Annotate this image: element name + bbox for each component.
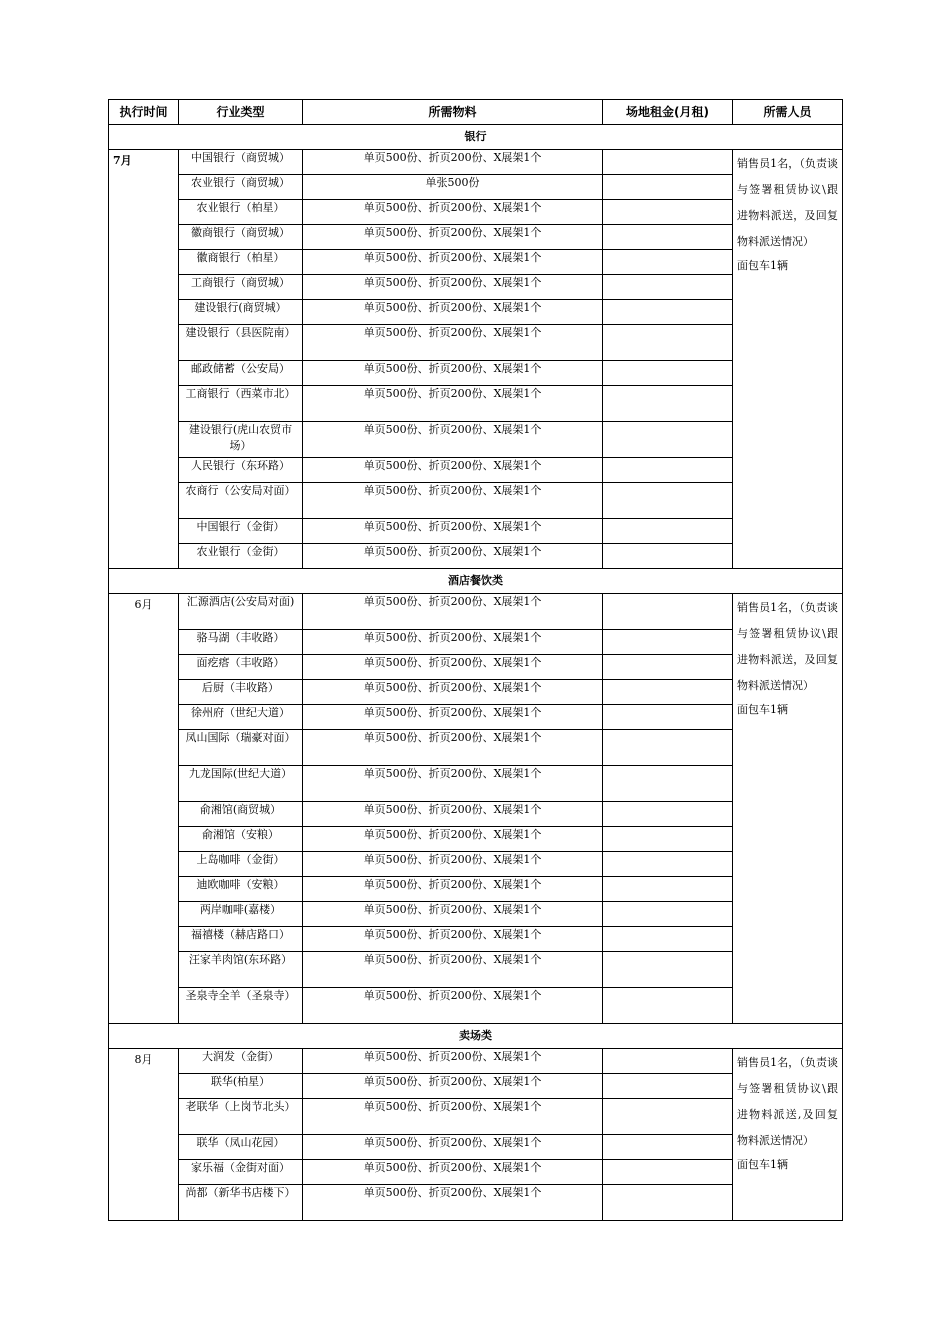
industry-cell: 邮政储蓄（公安局） <box>179 361 303 386</box>
industry-cell: 建设银行（县医院南） <box>179 325 303 361</box>
header-staff: 所需人员 <box>733 100 843 125</box>
material-cell: 单页500份、折页200份、X展架1个 <box>303 902 603 927</box>
table-row <box>109 250 843 275</box>
table-row <box>109 852 843 877</box>
industry-cell: 工商银行（西菜市北） <box>179 386 303 422</box>
rent-cell <box>603 483 733 519</box>
material-cell: 单页500份、折页200份、X展架1个 <box>303 952 603 988</box>
section-header-row <box>109 125 843 150</box>
industry-cell: 农业银行（柏星） <box>179 200 303 225</box>
staff-cell <box>733 594 843 1024</box>
rent-cell <box>603 1099 733 1135</box>
industry-cell: 尚都（新华书店楼下） <box>179 1185 303 1221</box>
table-row <box>109 877 843 902</box>
material-cell: 单页500份、折页200份、X展架1个 <box>303 1135 603 1160</box>
material-cell: 单页500份、折页200份、X展架1个 <box>303 630 603 655</box>
table-row <box>109 827 843 852</box>
material-cell: 单页500份、折页200份、X展架1个 <box>303 827 603 852</box>
table-row <box>109 544 843 569</box>
industry-cell: 老联华（上岗节北头） <box>179 1099 303 1135</box>
rent-cell <box>603 680 733 705</box>
table-row <box>109 705 843 730</box>
material-cell: 单页500份、折页200份、X展架1个 <box>303 458 603 483</box>
industry-cell: 工商银行（商贸城） <box>179 275 303 300</box>
table-row <box>109 802 843 827</box>
staff-cell <box>733 150 843 569</box>
industry-cell: 骆马湖（丰收路） <box>179 630 303 655</box>
industry-cell: 凤山国际（瑞豪对面） <box>179 730 303 766</box>
execution-time: 8月 <box>109 1049 179 1221</box>
industry-cell: 两岸咖啡(嘉楼） <box>179 902 303 927</box>
table-row <box>109 325 843 361</box>
table-row <box>109 300 843 325</box>
table-row <box>109 458 843 483</box>
industry-cell: 建设银行(虎山农贸市场） <box>179 422 303 458</box>
industry-cell: 联华(柏星） <box>179 1074 303 1099</box>
table-row <box>109 519 843 544</box>
table-row <box>109 988 843 1024</box>
industry-cell: 徽商银行（柏星） <box>179 250 303 275</box>
vehicle-text: 面包车1辆 <box>737 259 788 272</box>
rent-cell <box>603 1160 733 1185</box>
rent-cell <box>603 766 733 802</box>
rent-cell <box>603 1185 733 1221</box>
rent-cell <box>603 361 733 386</box>
rent-cell <box>603 1074 733 1099</box>
material-cell: 单页500份、折页200份、X展架1个 <box>303 802 603 827</box>
rent-cell <box>603 927 733 952</box>
rent-cell <box>603 250 733 275</box>
material-cell: 单页500份、折页200份、X展架1个 <box>303 1099 603 1135</box>
material-cell: 单页500份、折页200份、X展架1个 <box>303 544 603 569</box>
section-title: 银行 <box>109 125 843 150</box>
rent-cell <box>603 458 733 483</box>
industry-cell: 家乐福（金街对面） <box>179 1160 303 1185</box>
rent-cell <box>603 730 733 766</box>
rent-cell <box>603 827 733 852</box>
material-cell: 单页500份、折页200份、X展架1个 <box>303 766 603 802</box>
execution-time: 7月 <box>109 150 179 569</box>
industry-cell: 徽商银行（商贸城） <box>179 225 303 250</box>
industry-cell: 徐州府（世纪大道） <box>179 705 303 730</box>
rent-cell <box>603 852 733 877</box>
table-row <box>109 766 843 802</box>
table-row <box>109 1135 843 1160</box>
rent-cell <box>603 300 733 325</box>
rent-cell <box>603 705 733 730</box>
plan-body <box>109 125 843 1221</box>
industry-cell: 农商行（公安局对面） <box>179 483 303 519</box>
rent-cell <box>603 519 733 544</box>
industry-cell: 面疙瘩（丰收路） <box>179 655 303 680</box>
industry-cell: 汇源酒店(公安局对面) <box>179 594 303 630</box>
rent-cell <box>603 200 733 225</box>
rent-cell <box>603 275 733 300</box>
section-header-row <box>109 569 843 594</box>
table-row <box>109 361 843 386</box>
header-industry: 行业类型 <box>179 100 303 125</box>
staff-text: 销售员1名，（负责谈与签署租赁协议\跟进物料派送，及回复物料派送情况） <box>737 157 838 248</box>
industry-cell: 上岛咖啡（金街） <box>179 852 303 877</box>
table-row <box>109 1099 843 1135</box>
table-row <box>109 680 843 705</box>
rent-cell <box>603 175 733 200</box>
table-row <box>109 422 843 458</box>
rent-cell <box>603 386 733 422</box>
material-cell: 单页500份、折页200份、X展架1个 <box>303 1160 603 1185</box>
table-row <box>109 386 843 422</box>
section-header-row <box>109 1024 843 1049</box>
industry-cell: 圣泉寺全羊（圣泉寺） <box>179 988 303 1024</box>
industry-cell: 迪欧咖啡（安粮） <box>179 877 303 902</box>
rent-cell <box>603 902 733 927</box>
table-row <box>109 594 843 630</box>
industry-cell: 后厨（丰收路） <box>179 680 303 705</box>
industry-cell: 农业银行（商贸城） <box>179 175 303 200</box>
material-cell: 单页500份、折页200份、X展架1个 <box>303 325 603 361</box>
material-cell: 单页500份、折页200份、X展架1个 <box>303 275 603 300</box>
material-cell: 单页500份、折页200份、X展架1个 <box>303 519 603 544</box>
table-row <box>109 730 843 766</box>
material-cell: 单页500份、折页200份、X展架1个 <box>303 1185 603 1221</box>
staff-text: 销售员1名，（负责谈与签署租赁协议\跟进物料派送,及回复物料派送情况） <box>737 1056 838 1147</box>
material-cell: 单页500份、折页200份、X展架1个 <box>303 361 603 386</box>
rent-cell <box>603 544 733 569</box>
rent-cell <box>603 988 733 1024</box>
table-row <box>109 1185 843 1221</box>
table-row <box>109 483 843 519</box>
material-cell: 单页500份、折页200份、X展架1个 <box>303 705 603 730</box>
rent-cell <box>603 630 733 655</box>
table-row <box>109 630 843 655</box>
section-title: 酒店餐饮类 <box>109 569 843 594</box>
material-cell: 单页500份、折页200份、X展架1个 <box>303 200 603 225</box>
table-row <box>109 902 843 927</box>
table-row <box>109 1160 843 1185</box>
rent-cell <box>603 802 733 827</box>
table-row <box>109 275 843 300</box>
header-material: 所需物料 <box>303 100 603 125</box>
material-cell: 单页500份、折页200份、X展架1个 <box>303 730 603 766</box>
header-row <box>109 100 843 125</box>
industry-cell: 建设银行(商贸城） <box>179 300 303 325</box>
material-cell: 单页500份、折页200份、X展架1个 <box>303 877 603 902</box>
material-cell: 单页500份、折页200份、X展架1个 <box>303 386 603 422</box>
table-row <box>109 200 843 225</box>
header-time: 执行时间 <box>109 100 179 125</box>
header-rent: 场地租金(月租) <box>603 100 733 125</box>
rent-cell <box>603 655 733 680</box>
industry-cell: 联华（凤山花园） <box>179 1135 303 1160</box>
material-cell: 单页500份、折页200份、X展架1个 <box>303 483 603 519</box>
material-cell: 单页500份、折页200份、X展架1个 <box>303 1074 603 1099</box>
rent-cell <box>603 150 733 175</box>
material-cell: 单页500份、折页200份、X展架1个 <box>303 250 603 275</box>
rent-cell <box>603 1049 733 1074</box>
table-row <box>109 150 843 175</box>
section-title: 卖场类 <box>109 1024 843 1049</box>
material-cell: 单页500份、折页200份、X展架1个 <box>303 594 603 630</box>
staff-cell <box>733 1049 843 1221</box>
industry-cell: 俞湘馆(商贸城） <box>179 802 303 827</box>
rent-cell <box>603 325 733 361</box>
industry-cell: 汪家羊肉馆(东环路） <box>179 952 303 988</box>
rent-cell <box>603 422 733 458</box>
table-row <box>109 927 843 952</box>
material-cell: 单张500份 <box>303 175 603 200</box>
industry-cell: 大润发（金街） <box>179 1049 303 1074</box>
industry-cell: 九龙国际(世纪大道） <box>179 766 303 802</box>
material-cell: 单页500份、折页200份、X展架1个 <box>303 225 603 250</box>
material-cell: 单页500份、折页200份、X展架1个 <box>303 680 603 705</box>
table-row <box>109 952 843 988</box>
table-row <box>109 225 843 250</box>
material-cell: 单页500份、折页200份、X展架1个 <box>303 655 603 680</box>
table-row <box>109 175 843 200</box>
execution-time: 6月 <box>109 594 179 1024</box>
table-row <box>109 655 843 680</box>
table-row <box>109 1074 843 1099</box>
industry-cell: 中国银行（商贸城） <box>179 150 303 175</box>
rent-cell <box>603 952 733 988</box>
material-cell: 单页500份、折页200份、X展架1个 <box>303 988 603 1024</box>
material-cell: 单页500份、折页200份、X展架1个 <box>303 422 603 458</box>
industry-cell: 中国银行（金街） <box>179 519 303 544</box>
material-cell: 单页500份、折页200份、X展架1个 <box>303 927 603 952</box>
material-cell: 单页500份、折页200份、X展架1个 <box>303 300 603 325</box>
industry-cell: 人民银行（东环路） <box>179 458 303 483</box>
rent-cell <box>603 1135 733 1160</box>
staff-text: 销售员1名，（负责谈与签署租赁协议\跟进物料派送，及回复物料派送情况） <box>737 601 838 692</box>
industry-cell: 福禧楼（赫店路口） <box>179 927 303 952</box>
rent-cell <box>603 225 733 250</box>
industry-cell: 俞湘馆（安粮） <box>179 827 303 852</box>
material-cell: 单页500份、折页200份、X展架1个 <box>303 852 603 877</box>
vehicle-text: 面包车1辆 <box>737 1158 788 1171</box>
rent-cell <box>603 877 733 902</box>
vehicle-text: 面包车1辆 <box>737 703 788 716</box>
plan-table <box>108 99 843 1221</box>
table-row <box>109 1049 843 1074</box>
material-cell: 单页500份、折页200份、X展架1个 <box>303 1049 603 1074</box>
industry-cell: 农业银行（金街） <box>179 544 303 569</box>
rent-cell <box>603 594 733 630</box>
material-cell: 单页500份、折页200份、X展架1个 <box>303 150 603 175</box>
